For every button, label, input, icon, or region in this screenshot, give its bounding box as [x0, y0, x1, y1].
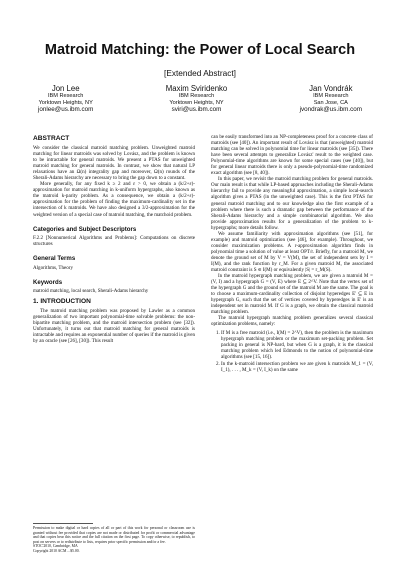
author-location: Yorktown Heights, NY	[38, 99, 93, 106]
author-affiliation: IBM Research	[178, 93, 215, 99]
right-column	[211, 134, 373, 374]
body-paragraph: can be easily transformed into an NP-completeness proof for a concrete class of matroids (see [40]). An important result of Lovász is that (unweighted) matroid matching can be solved in polynomial time for linear matroids (see [35]). There have been several attempts to generalize Lovász' result to the weighted case. Polynomial-time algorithms are known for some special cases (see [40]), but for general linear matroids there is only a pseudo-polynomial-time randomized exact algorithm (see [8, 40]).	[211, 134, 373, 177]
list-item: 1. If M is a free matroid (i.e., I(M) = 2^V), then the problem is the maximum hypergraph matching problem or the maximum set-packing problem. Set packing in general is NP-hard, but when G is a graph, it is the classical matching problem which led Edmonds to the notion of polynomial-time algorithms (see [15, 16]).	[221, 330, 373, 360]
body-paragraph: The matroid hypergraph matching problem generalizes several classical optimization problems, namely:	[211, 315, 373, 328]
author-name: Maxim Sviridenko	[165, 84, 228, 93]
author-3	[300, 84, 362, 114]
author-affiliation: IBM Research	[313, 93, 349, 99]
author-name: Jan Vondrák	[309, 84, 353, 93]
keywords-heading: Keywords	[33, 278, 63, 286]
introduction-heading: 1. INTRODUCTION	[33, 298, 91, 306]
abstract-heading: ABSTRACT	[33, 135, 70, 142]
paper-subtitle: [Extended Abstract]	[164, 68, 236, 78]
author-location: San Jose, CA	[313, 99, 348, 106]
abstract-paragraph: We consider the classical matroid matching problem. Unweighted matroid matching for linear matroids was solved by Lovász, and the problem is known to be intractable for general matroids. We present a PTAS for unweighted matroid matching for general matroids. In contrast, we show that natural LP relaxations have an Ω(n) integrality gap and moreover, Ω(n) rounds of the Sherali-Adams hierarchy are necessary to bring the gap down to a constant.	[33, 145, 195, 182]
author-affiliation: IBM Research	[47, 93, 84, 99]
author-location: Yorktown Heights, NY	[169, 99, 224, 106]
categories-heading: Categories and Subject Descriptors	[33, 225, 137, 233]
paper-title: Matroid Matching: the Power of Local Search	[44, 42, 356, 58]
permission-notice	[33, 523, 195, 554]
author-name: Jon Lee	[51, 84, 80, 93]
author-email: jvondrak@us.ibm.com	[299, 106, 362, 114]
body-paragraph: In the matroid hypergraph matching problem, we are given a matroid M = (V, I) and a hypergraph G = (V, E) where E ⊆ 2^V. Note that the vertex set of the hypergraph G and the ground set of the matroid M are the same. The goal is to choose a maximum-cardinality collection of disjoint hyperedges E' ⊆ E in hypergraph G, such that the set of vertices covered by hyperedges in E' is an independent set in matroid M. If G is a graph, we obtain the classical matroid matching problem.	[211, 273, 373, 316]
problem-list	[211, 330, 373, 373]
permission-copyright: Copyright 2010 ACM ...$5.00.	[33, 548, 80, 553]
author-email: jonlee@us.ibm.com	[38, 106, 94, 114]
author-1	[38, 84, 93, 114]
body-paragraph: In this paper, we revisit the matroid matching problem for general matroids. Our main result is that while LP-based approaches including the Sherali-Adams hierarchy fail to provide any meaningful approximation, a simple local-search algorithm gives a PTAS (in the unweighted case). This is the first PTAS for general matroid matching and to our knowledge also the first example of a problem where there is such a dramatic gap between the performance of the Sherali-Adams hierarchy and a simple combinatorial algorithm. We also provide approximation results for a generalization of the problem to k-hypergraphs; more details follow.	[211, 176, 373, 231]
keywords-text: matroid matching, local search, Sherali-Adams hierarchy	[33, 288, 149, 295]
author-block	[38, 84, 362, 114]
permission-text: Permission to make digital or hard copies of all or part of this work for personal or classroom use is granted without fee provided that copies are not made or distributed for profit or commercial advantage and that copies bear this notice and the full citation on the first page. To copy otherwise, to republish, to post on servers or to redistribute to lists, requires prior specific permission and/or a fee.	[33, 526, 195, 544]
body-paragraph: We assume familiarity with approximation algorithms (see [51], for example) and matroid optimization (see [46], for example). Throughout, we consider maximization problems. A r-approximation algorithm finds in polynomial time a solution of value at least OPT/r. Briefly, for a matroid M, we denote the ground set of M by V = V(M), the set of independent sets by I = I(M), and the rank function by r_M. For a given matroid M, the associated matroid constraint is S ∈ I(M) or equivalently |S| = r_M(S).	[211, 230, 373, 274]
general-terms-text: Algorithms, Theory	[33, 264, 73, 271]
left-column	[33, 135, 195, 345]
abstract-paragraph: More generally, for any fixed k ≥ 2 and ε > 0, we obtain a (k/2+ε)-approximation for matroid matching in k-uniform hypergraphs, also known as the matroid k-parity problem. As a consequence, we obtain a (k/2+ε)-approximation for the problem of finding the maximum-cardinality set in the intersection of k matroids. We have also designed a 3/2-approximation for the weighted version of a special case of matroid matching, the matchoid problem.	[33, 181, 195, 218]
introduction-paragraph: The matroid matching problem was proposed by Lawler as a common generalization of two important polynomial-time solvable problems: the non-bipartite matching problem, and the matroid intersection problem (see [32]). Unfortunately, it turns out that matroid matching for general matroids is intractable and requires an exponential number of queries if the matroid is given by an oracle (see [26], [30]). This result	[33, 308, 196, 345]
footnote-rule	[33, 523, 93, 524]
categories-text: F.2.2 [Nonnumerical Algorithms and Problems]: Computations on discrete structures	[33, 235, 195, 248]
permission-venue: STOC'2010, Cambridge, MA	[33, 544, 78, 549]
author-email: sviri@us.ibm.com	[171, 106, 222, 114]
author-2	[166, 84, 228, 114]
list-item: 2. In the k-matroid intersection problem we are given k matroids M_1 = (V, I_1), . . . , M_k = (V, I_k) on the same	[221, 361, 373, 373]
general-terms-heading: General Terms	[33, 255, 76, 263]
